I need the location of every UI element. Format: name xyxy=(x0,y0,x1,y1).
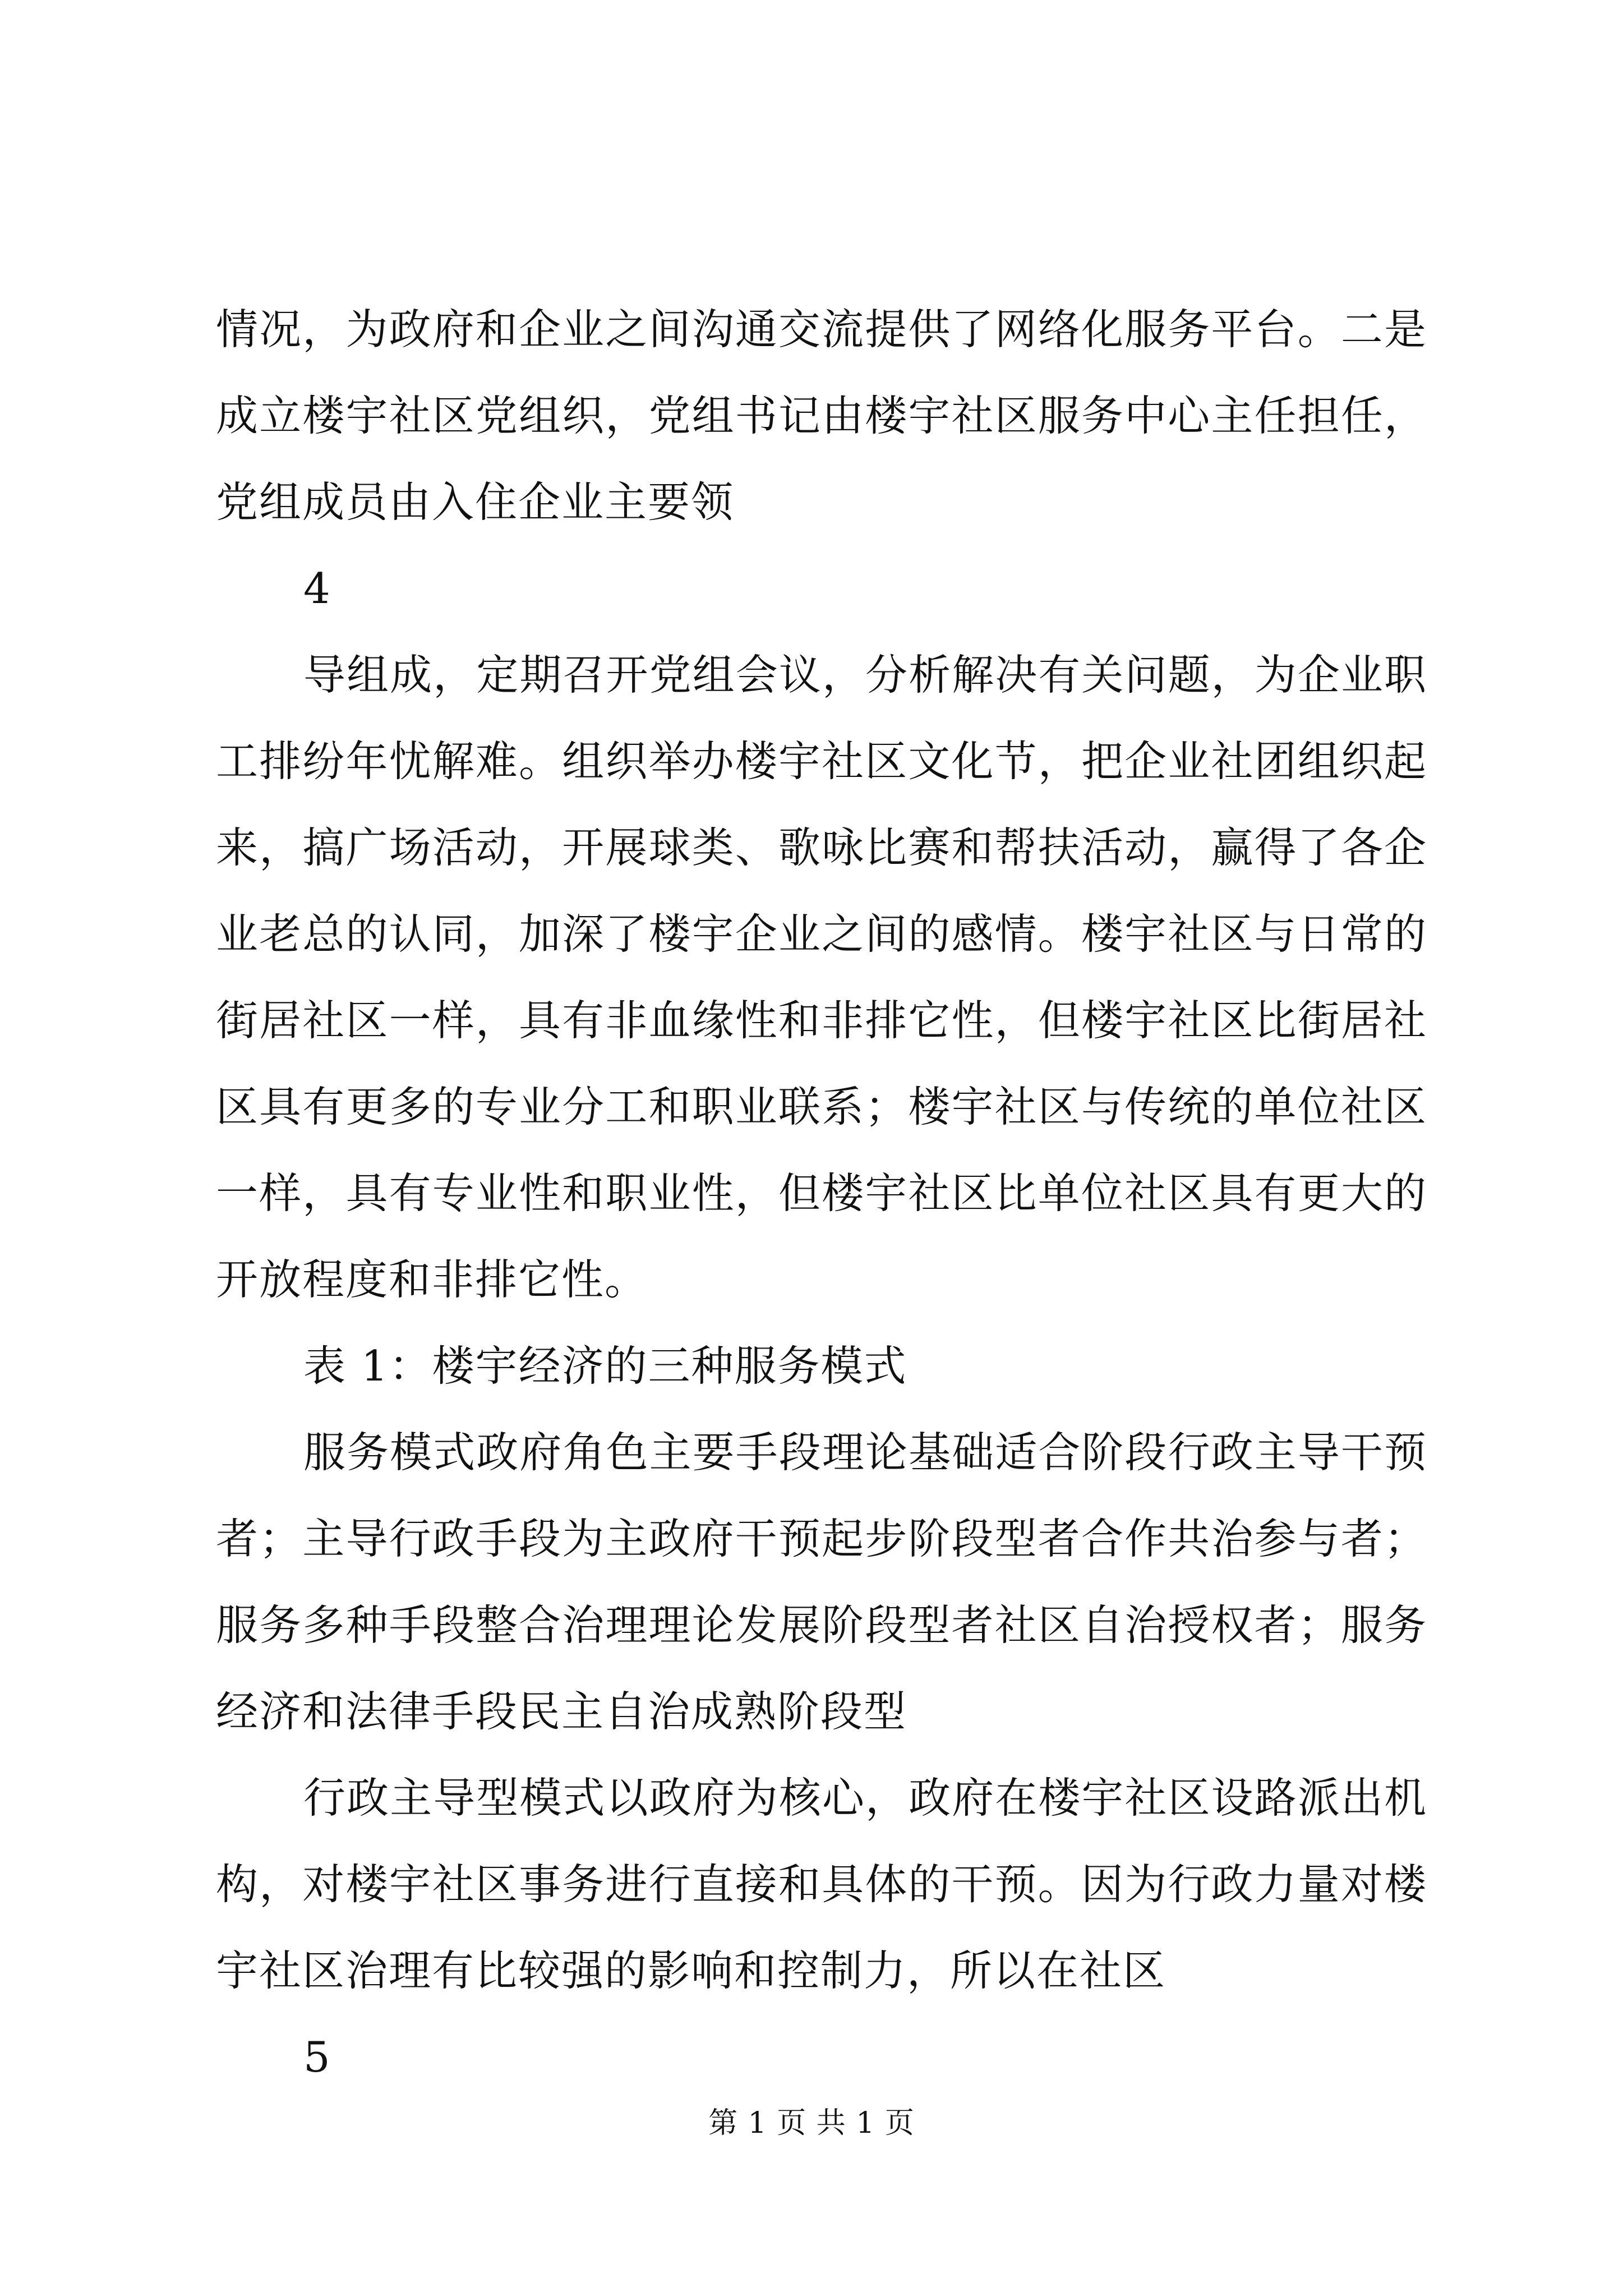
paragraph: 情况，为政府和企业之间沟通交流提供了网络化服务平台。二是成立楼宇社区党组织，党组书记由楼宇社区服务中心主任担任，党组成员由入住企业主要领 xyxy=(216,305,1427,527)
document-body xyxy=(216,286,1427,2100)
table-content-paragraph: 服务模式政府角色主要手段理论基础适合阶段行政主导干预者；主导行政手段为主政府干预起步阶段型者合作共治参与者；服务多种手段整合治理理论发展阶段型者社区自治授权者；服务经济和法律手段民主自治成熟阶段型 xyxy=(216,1428,1427,1736)
page-footer: 第 1 页 共 1 页 xyxy=(708,2106,915,2140)
paragraph: 导组成，定期召开党组会议，分析解决有关问题，为企业职工排纷年忧解难。组织举办楼宇社区文化节，把企业社团组织起来，搞广场活动，开展球类、歌咏比赛和帮扶活动，赢得了各企业老总的认同，加深了楼宇企业之间的感情。楼宇社区与日常的街居社区一样，具有非血缘性和非排它性，但楼宇社区比街居社区具有更多的专业分工和职业联系；楼宇社区与传统的单位社区一样，具有专业性和职业性，但楼宇社区比单位社区具有更大的开放程度和非排它性。 xyxy=(216,650,1427,1304)
page-number-marker: 4 xyxy=(303,564,331,613)
table-caption: 表 1：楼宇经济的三种服务模式 xyxy=(303,1341,907,1391)
page-number-marker: 5 xyxy=(303,2032,331,2082)
paragraph: 行政主导型模式以政府为核心，政府在楼宇社区设路派出机构，对楼宇社区事务进行直接和具体的干预。因为行政力量对楼宇社区治理有比较强的影响和控制力，所以在社区 xyxy=(216,1773,1427,1995)
